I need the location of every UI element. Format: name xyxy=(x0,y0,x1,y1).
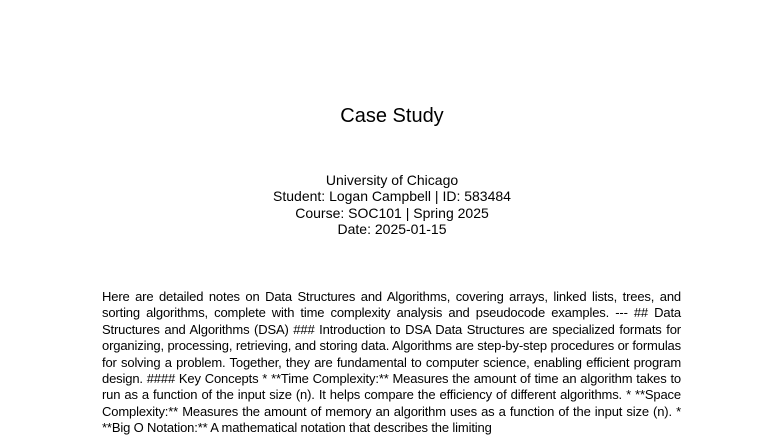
document-header-info xyxy=(0,172,784,238)
course-info: Course: SOC101 | Spring 2025 xyxy=(295,204,489,221)
document-body-text: Here are detailed notes on Data Structures and Algorithms, covering arrays, linked lists, trees, and sorting algorithms, complete with time complexity analysis and pseudocode examples. --- ## Data Structures and Algorithms (DSA) ### Introduction to DSA Data Structures are specialized formats for organizing, processing, retrieving, and storing data. Algorithms are step-by-step procedures or formulas for solving a problem. Together, they are fundamental to computer science, enabling efficient program design. #### Key Concepts * **Time Complexity:** Measures the amount of time an algorithm takes to run as a function of the input size (n). It helps compare the efficiency of different algorithms. * **Space Complexity:** Measures the amount of memory an algorithm uses as a function of the input size (n). * **Big O Notation:** A mathematical notation that describes the limiting xyxy=(102,289,681,436)
document-date: Date: 2025-01-15 xyxy=(337,221,447,238)
document-title: Case Study xyxy=(340,105,444,127)
student-info: Student: Logan Campbell | ID: 583484 xyxy=(273,188,511,205)
institution-name: University of Chicago xyxy=(325,172,459,188)
